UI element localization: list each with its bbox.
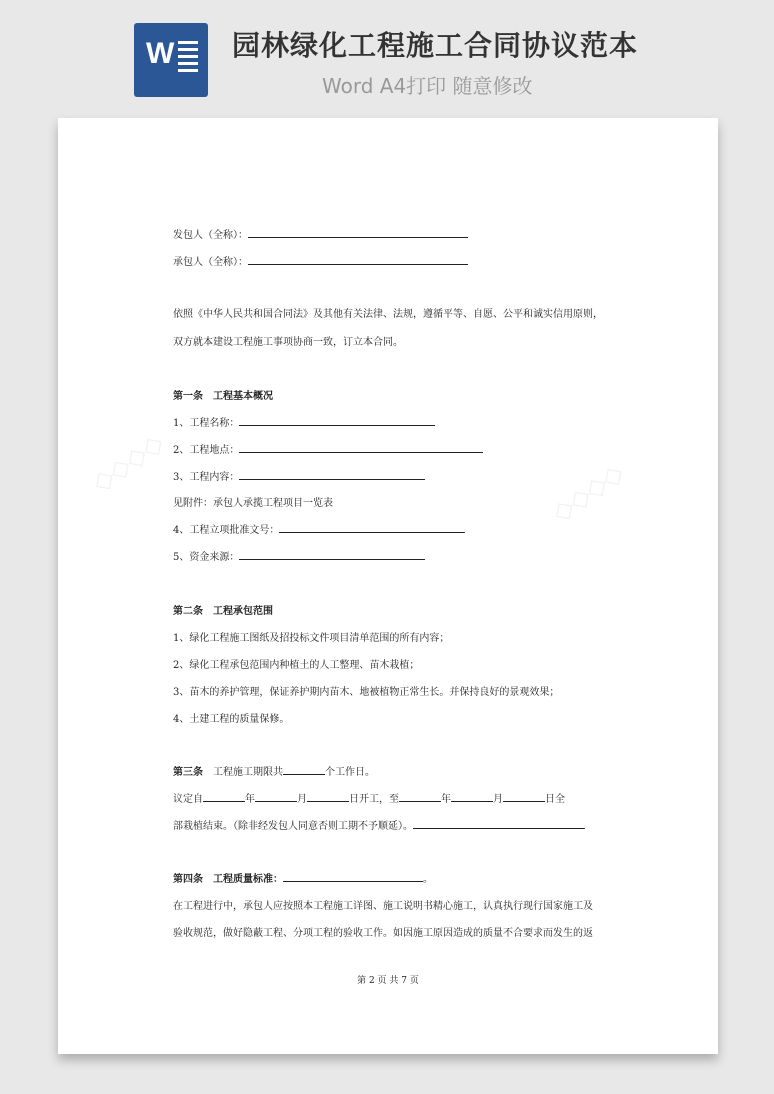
word-icon: W <box>134 23 208 97</box>
quality-paragraph-line-1: 在工程进行中，承包人应按照本工程施工详图、施工说明书精心施工，认真执行现行国家施工及 <box>173 901 593 912</box>
scope-item-2: 2、绿化工程承包范围内种植土的人工整理、苗木栽植； <box>173 660 420 671</box>
party-b-line: 承包人（全称）： <box>173 253 468 268</box>
project-content-line: 3、工程内容： <box>173 468 425 483</box>
project-location-line: 2、工程地点： <box>173 441 483 456</box>
scope-item-4: 4、土建工程的质量保修。 <box>173 714 290 725</box>
attachment-line: 见附件：承包人承揽工程项目一览表 <box>173 498 333 509</box>
watermark: ◇◇◇◇ <box>86 427 170 499</box>
scope-item-1: 1、绿化工程施工图纸及招投标文件项目清单范围的所有内容； <box>173 633 450 644</box>
funding-source-line: 5、资金来源： <box>173 548 425 563</box>
document-page <box>58 118 718 1054</box>
party-a-line: 发包人（全称）： <box>173 226 468 241</box>
scope-item-3: 3、苗木的养护管理，保证养护期内苗木、地被植物正常生长。并保持良好的景观效果； <box>173 687 560 698</box>
article-1-title: 第一条 工程基本概况 <box>173 391 273 402</box>
article-4-line: 第四条 工程质量标准： 。 <box>173 874 433 885</box>
project-name-line: 1、工程名称： <box>173 414 435 429</box>
schedule-dates-line: 议定自 年 月 日开工，至 年 月 日全 <box>173 794 565 805</box>
quality-paragraph-line-2: 验收规范，做好隐蔽工程、分项工程的验收工作。如因施工原因造成的质量不合要求而发生的返 <box>173 928 593 939</box>
page-number: 第 2 页 共 7 页 <box>357 976 419 986</box>
page-subtitle: Word A4打印 随意修改 <box>322 74 533 98</box>
intro-line-1: 依照《中华人民共和国合同法》及其他有关法律、法规，遵循平等、自愿、公平和诚实信用原则， <box>173 309 603 320</box>
schedule-end-line: 部栽植结束。（除非经发包人同意否则工期不予顺延）。 <box>173 817 585 832</box>
page-title: 园林绿化工程施工合同协议范本 <box>232 29 639 62</box>
approval-number-line: 4、工程立项批准文号： <box>173 521 465 536</box>
intro-line-2: 双方就本建设工程施工事项协商一致，订立本合同。 <box>173 337 403 348</box>
article-2-title: 第二条 工程承包范围 <box>173 606 273 617</box>
article-3-line: 第三条 工程施工期限共 个工作日。 <box>173 767 375 778</box>
header <box>0 0 774 118</box>
watermark: ◇◇◇◇ <box>546 457 630 529</box>
